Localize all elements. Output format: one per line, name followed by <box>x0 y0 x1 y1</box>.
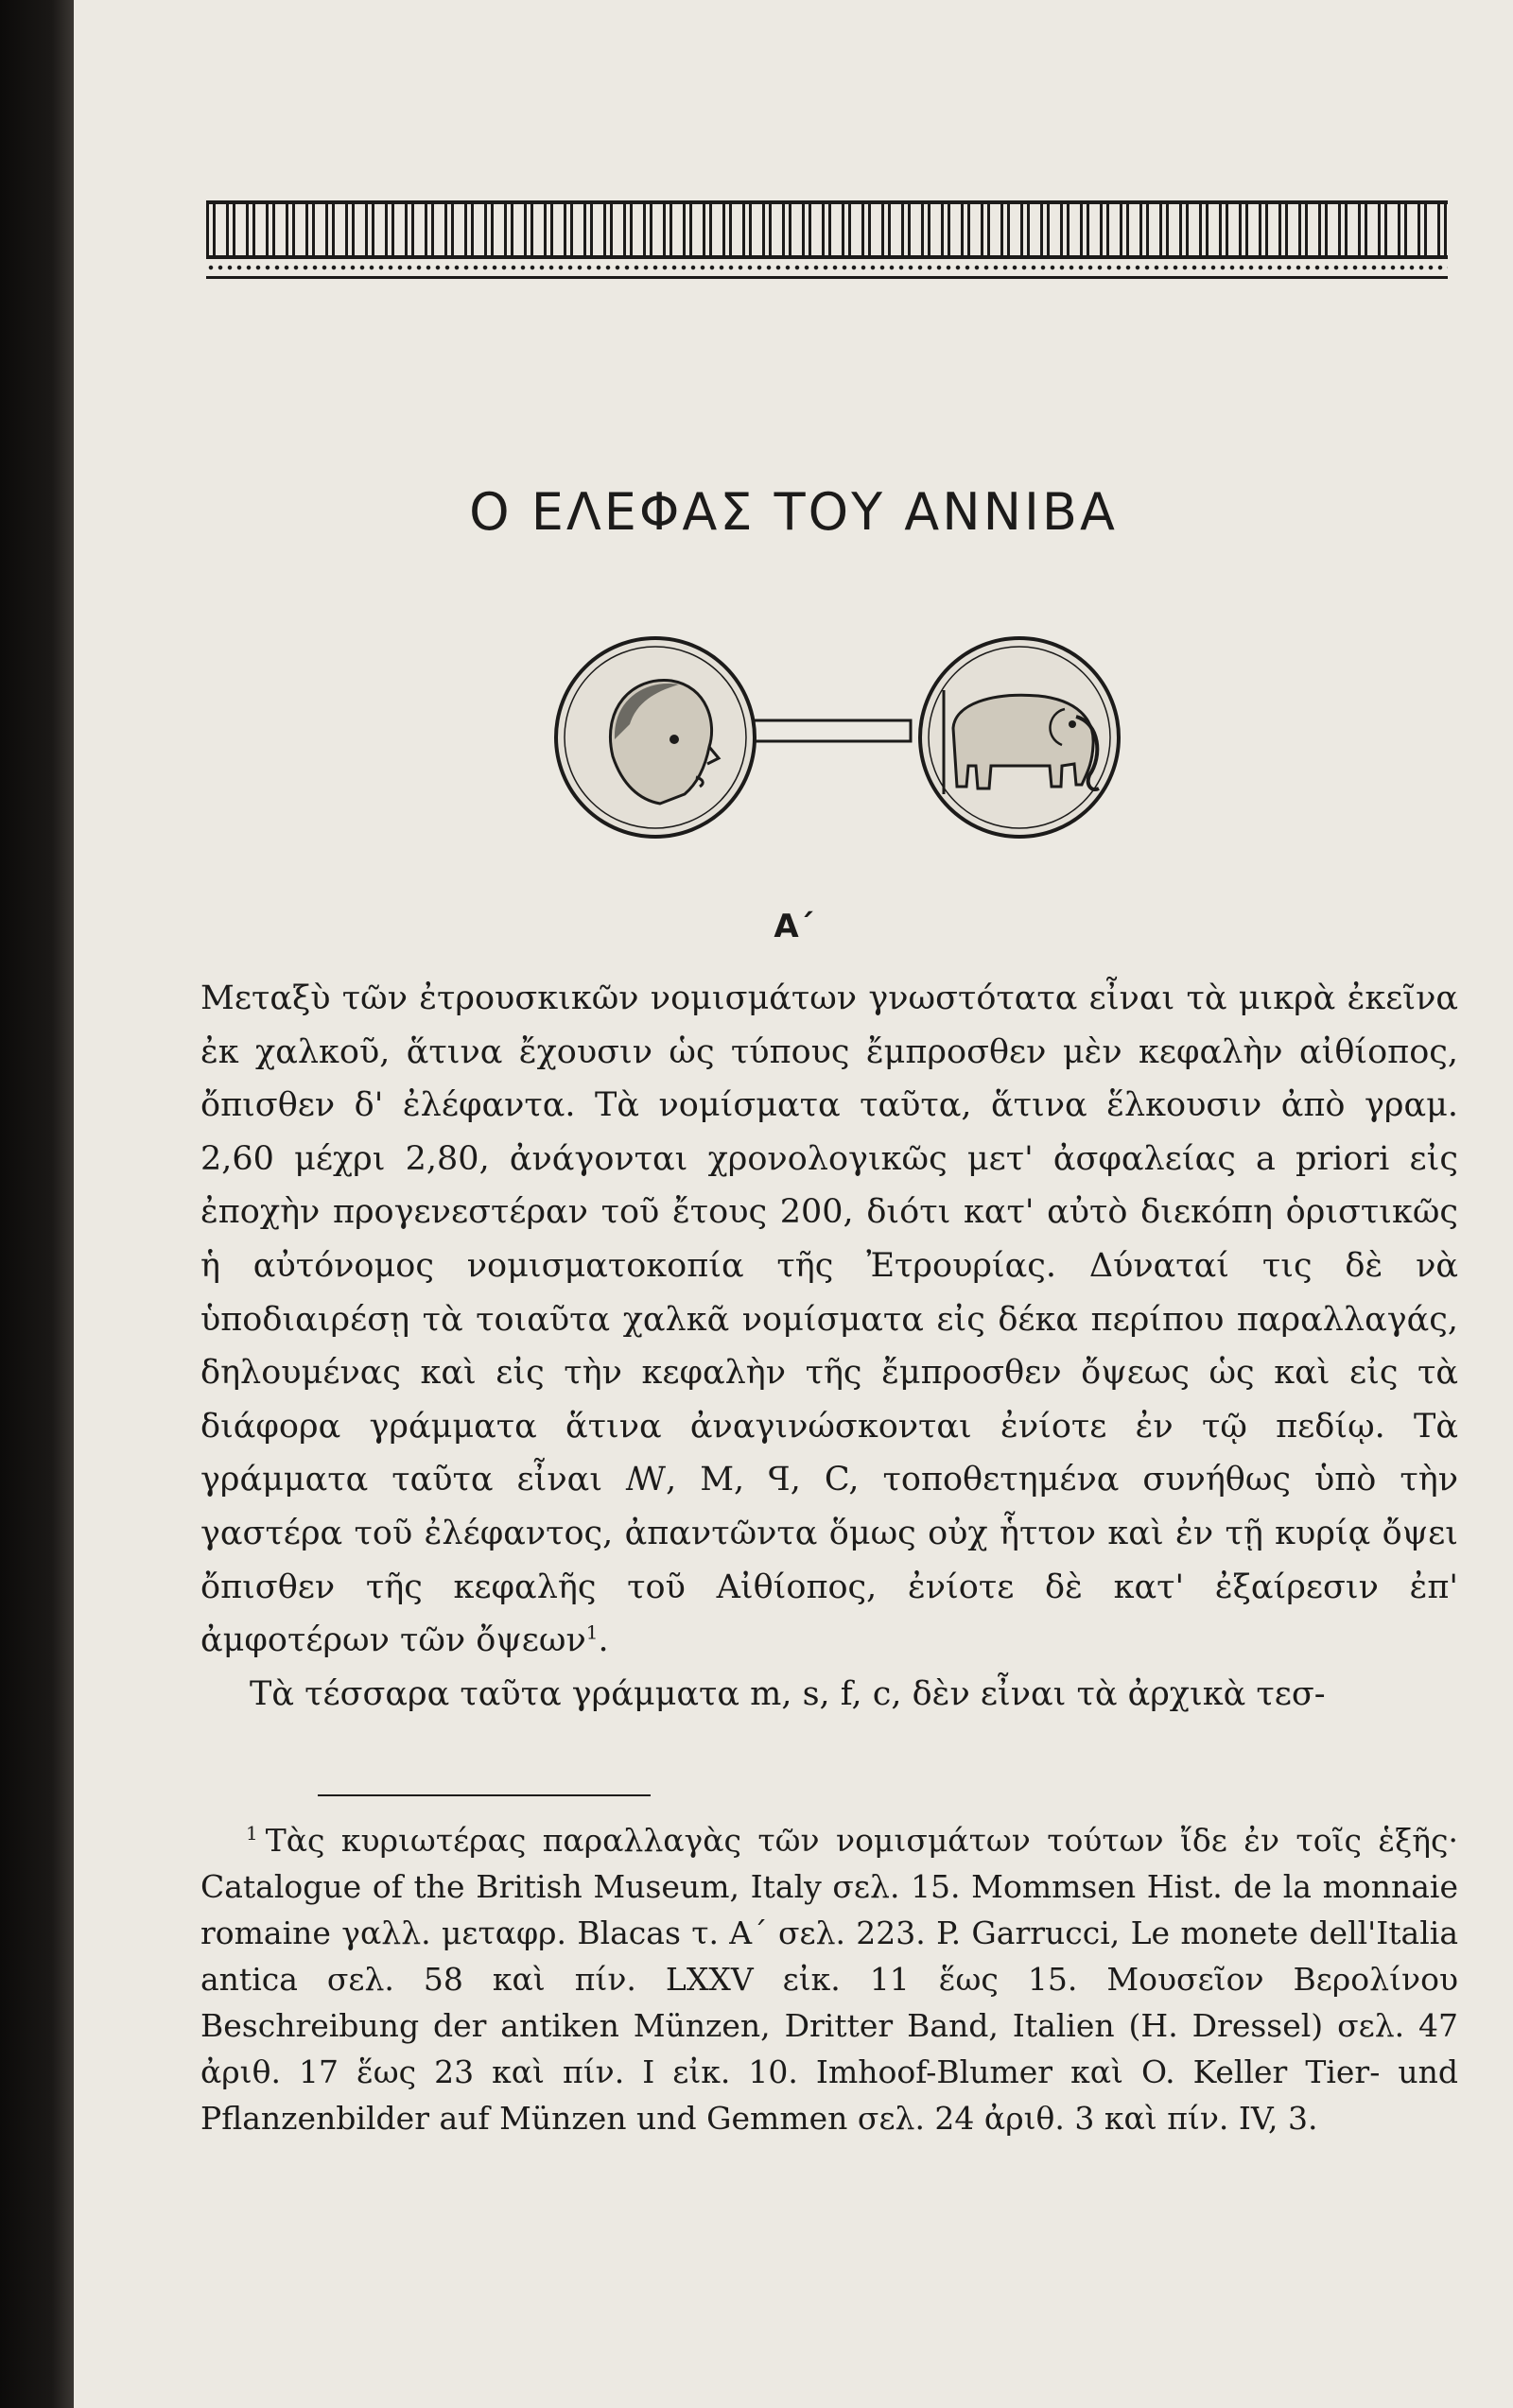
head-of-african-icon <box>556 638 755 837</box>
section-heading: Α΄ <box>774 908 813 945</box>
elephant-icon <box>920 638 1119 837</box>
footnote-text: Τὰς κυριωτέρας παραλλαγὰς τῶν νομισμάτων τούτων ἴδε ἐν τοῖς ἑξῆς· Catalogue of the British Museum, Italy σελ. 15. Mommsen Hist. de la monnaie romaine γαλλ. μεταφρ. Blacas τ. Α΄ σελ. 223. P. Garrucci, Le monete dell'Italia antica σελ. 58 καὶ πίν. LXXV εἰκ. 11 ἕως 15. Μουσεῖον Βερολίνου Beschreibung der antiken Münzen, Dritter Band, Italien (H. Dressel) σελ. 47 ἀριθ. 17 ἕως 23 καὶ πίν. I εἰκ. 10. Imhoof-Blumer καὶ O. Keller Tier- und Pflanzenbilder auf Münzen und Gemmen σελ. 24 ἀριθ. 3 καὶ πίν. IV, 3. <box>200 1822 1458 2137</box>
footnote-divider <box>318 1794 651 1796</box>
header-ornament <box>206 200 1448 259</box>
paragraph: Τὰ τέσσαρα ταῦτα γράμματα m, s, f, c, δὲν εἶναι τὰ ἀρχικὰ τεσ- <box>250 1674 1326 1713</box>
book-page <box>74 0 1513 2408</box>
footnote <box>200 1817 1458 2141</box>
coin-illustration <box>547 633 1133 841</box>
header-ornament-dots <box>206 263 1448 272</box>
footnote-reference[interactable]: 1 <box>585 1620 599 1644</box>
paragraph-end: . <box>598 1621 609 1660</box>
paragraph <box>200 972 1458 1668</box>
paragraph-text: Μεταξὺ τῶν ἐτρουσκικῶν νομισμάτων γνωστότατα εἶναι τὰ μικρὰ ἐκεῖνα ἐκ χαλκοῦ, ἅτινα ἔχουσιν ὡς τύπους ἔμπροσθεν μὲν κεφαλὴν αἰθίοπος, ὄπισθεν δ' ἐλέφαντα. Τὰ νομίσματα ταῦτα, ἅτινα ἕλκουσιν ἀπὸ γραμ. 2,60 μέχρι 2,80, ἀνάγονται χρονολογικῶς μετ' ἀσφαλείας a priori εἰς ἐποχὴν προγενεστέραν τοῦ ἔτους 200, διότι κατ' αὐτὸ διεκόπη ὁριστικῶς ἡ αὐτόνομος νομισματοκοπία τῆς Ἐτρουρίας. Δύναταί τις δὲ νὰ ὑποδιαιρέσῃ τὰ τοιαῦτα χαλκᾶ νομίσματα εἰς δέκα περίπου παραλλαγάς, δηλουμένας καὶ εἰς τὴν κεφαλὴν τῆς ἔμπροσθεν ὄψεως ὡς καὶ εἰς τὰ διάφορα γράμματα ἅτινα ἀναγινώσκονται ἐνίοτε ἐν τῷ πεδίῳ. Τὰ γράμματα ταῦτα εἶναι ꟿ, M, ꟼ, C, τοποθετημένα συνήθως ὑπὸ τὴν γαστέρα τοῦ ἐλέφαντος, ἀπαντῶντα ὅμως οὐχ ἧττον καὶ ἐν τῇ κυρίᾳ ὄψει ὄπισθεν τῆς κεφαλῆς τοῦ Αἰθίοπος, ἐνίοτε δὲ κατ' ἐξαίρεσιν ἐπ' ἀμφοτέρων τῶν ὄψεων <box>200 979 1458 1660</box>
book-spine <box>0 0 74 2408</box>
page-title: Ο ΕΛΕΦΑΣ ΤΟΥ ΑΝΝΙΒΑ <box>469 482 1118 542</box>
footnote-mark: 1 <box>246 1822 258 1845</box>
header-ornament-line <box>206 276 1448 279</box>
main-text <box>200 972 1458 1721</box>
footnotes <box>200 1817 1458 2141</box>
